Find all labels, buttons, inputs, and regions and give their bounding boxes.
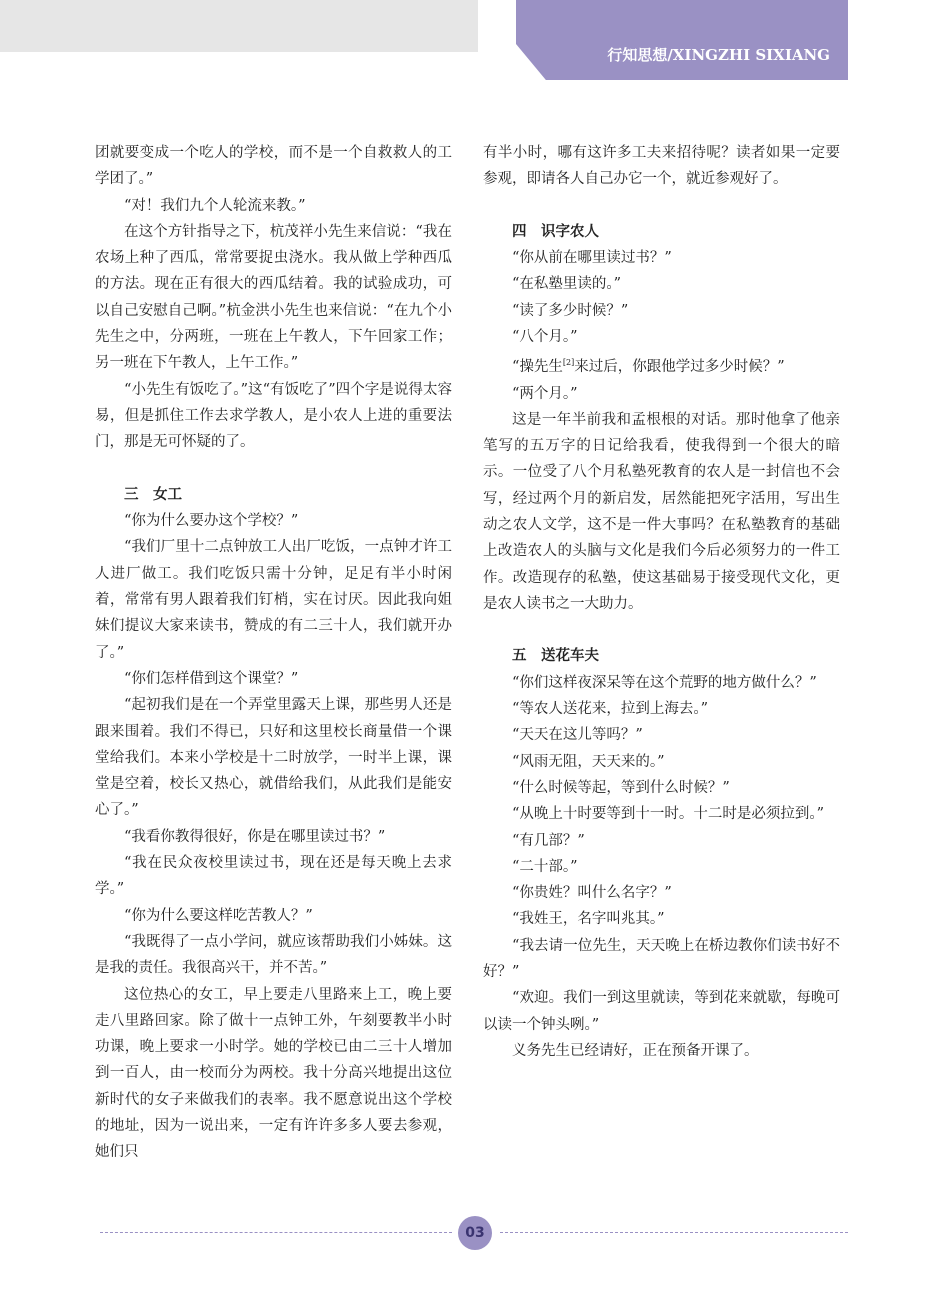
paragraph-text: 来过后，你跟他学过多少时候？”: [574, 359, 785, 376]
paragraph: “我们厂里十二点钟放工人出厂吃饭，一点钟才许工人进厂做工。我们吃饭只需十分钟，足足有半小时闲着，常常有男人跟着我们钉梢，实在讨厌。因此我向姐妹们提议大家来读书，赞成的有二三十人，我们就开办了。”: [95, 539, 452, 661]
section-heading: 四 识字农人: [512, 222, 599, 240]
paragraph: “八个月。”: [512, 329, 578, 346]
paragraph-text: “操先生: [512, 359, 563, 376]
paragraph: “等农人送花来，拉到上海去。”: [512, 701, 709, 718]
footer-divider: [500, 1232, 848, 1233]
paragraph: “我看你教得很好，你是在哪里读过书？”: [124, 828, 386, 845]
paragraph: 这是一年半前我和孟根根的对话。那时他拿了他亲笔写的五万字的日记给我看，使我得到一个很大的暗示。一位受了八个月私塾死教育的农人是一封信也不会写，经过两个月的新启发，居然能把死字活用，写出生动之农人文学，这不是一件大事吗？在私塾教育的基础上改造农人的头脑与文化是我们今后必须努力的一件工作。改造现存的私塾，使这基础易于接受现代文化，更是农人读书之一大助力。: [483, 411, 840, 612]
paragraph: “天天在这儿等吗？”: [512, 727, 643, 744]
paragraph: 义务先生已经请好，正在预备开课了。: [512, 1042, 759, 1059]
paragraph: [483, 350, 840, 380]
paragraph: “你贵姓？叫什么名字？”: [512, 885, 672, 902]
paragraph: “你们怎样借到这个课堂？”: [124, 670, 299, 687]
paragraph: “对！我们九个人轮流来教。”: [124, 197, 306, 214]
paragraph: 在这个方针指导之下，杭茂祥小先生来信说：“我在农场上种了西瓜，常常要捉虫浇水。我从做上学种西瓜的方法。现在正有很大的西瓜结着。我的试验成功，可以自己安慰自己啊。”杭金洪小先生也来信说：“在九个小先生之中，分两班，一班在上午教人，下午回家工作；另一班在下午教人，上午工作。”: [95, 223, 452, 372]
page-number: 03: [458, 1216, 492, 1250]
paragraph: “你从前在哪里读过书？”: [512, 250, 672, 267]
running-header: 行知思想/XINGZHI SIXIANG: [607, 46, 830, 64]
paragraph: 这位热心的女工，早上要走八里路来上工，晚上要走八里路回家。除了做十一点钟工外，午刻要教半小时功课，晚上要求一小时学。她的学校已由二三十人增加到一百人，由一校而分为两校。我十分高兴地提出这位新时代的女子来做我们的表率。我不愿意说出这个学校的地址，因为一说出来，一定有许许多多人要去参观，她们只: [95, 986, 452, 1161]
paragraph: 团就要变成一个吃人的学校，而不是一个自救救人的工学团了。”: [95, 145, 452, 188]
right-column: [483, 140, 840, 1064]
paragraph: “我去请一位先生，天天晚上在桥边教你们读书好不好？”: [483, 937, 840, 981]
paragraph: “二十部。”: [512, 858, 578, 875]
paragraph: “我在民众夜校里读过书，现在还是每天晚上去求学。”: [95, 855, 452, 898]
paragraph: “有几部？”: [512, 832, 585, 849]
paragraph: “读了多少时候？”: [512, 302, 629, 319]
paragraph: 有半小时，哪有这许多工夫来招待呢？读者如果一定要参观，即请各人自己办它一个，就近参观好了。: [483, 145, 840, 188]
paragraph: “起初我们是在一个弄堂里露天上课，那些男人还是跟来围着。我们不得已，只好和这里校长商量借一个课堂给我们。本来小学校是十二时放学，一时半上课，课堂是空着，校长又热心，就借给我们，从此我们是能安心了。”: [95, 697, 452, 819]
header-purple-tab: [516, 0, 848, 80]
paragraph: “从晚上十时要等到十一时。十二时是必须拉到。”: [512, 806, 825, 823]
paragraph: “你为什么要这样吃苦教人？”: [124, 907, 313, 924]
header-gray-bar: [0, 0, 478, 52]
footer-divider: [100, 1232, 452, 1233]
footnote-marker: [2]: [562, 358, 575, 368]
section-heading: 三 女工: [124, 485, 182, 503]
paragraph: “在私塾里读的。”: [512, 276, 622, 293]
paragraph: “你为什么要办这个学校？”: [124, 513, 299, 530]
paragraph: “什么时候等起，等到什么时候？”: [512, 779, 730, 796]
paragraph: “小先生有饭吃了。”这“有饭吃了”四个字是说得太容易，但是抓住工作去求学教人，是小农人上进的重要法门，那是无可怀疑的了。: [95, 381, 452, 451]
paragraph: “两个月。”: [512, 385, 578, 402]
paragraph: “我姓王，名字叫兆其。”: [512, 911, 665, 928]
left-column: [95, 140, 452, 1166]
paragraph: “欢迎。我们一到这里就读，等到花来就歇，每晚可以读一个钟头咧。”: [483, 990, 840, 1033]
paragraph: “风雨无阻，天天来的。”: [512, 753, 665, 770]
section-heading: 五 送花车夫: [512, 647, 599, 665]
paragraph: “我既得了一点小学问，就应该帮助我们小姊妹。这是我的责任。我很高兴干，并不苦。”: [95, 933, 452, 977]
paragraph: “你们这样夜深呆等在这个荒野的地方做什么？”: [512, 674, 817, 691]
